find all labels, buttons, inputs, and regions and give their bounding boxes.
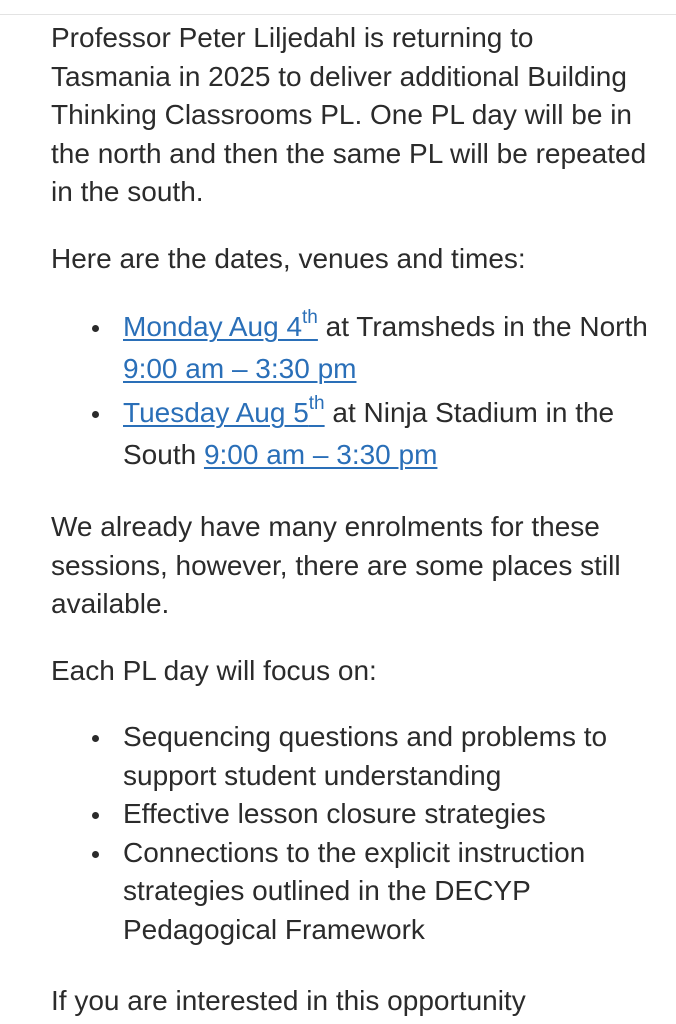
session-venue-tuesday: at Ninja Stadium in the South xyxy=(123,397,615,470)
session-date-tuesday: Tuesday Aug 5 xyxy=(123,397,309,428)
intro-paragraph: Professor Peter Liljedahl is returning to Tasmania in 2025 to deliver additional Building Thinking Classrooms PL. One PL day will be in the north and then the same PL will be repeated in the south. xyxy=(51,22,647,207)
dates-intro: Here are the dates, venues and times: xyxy=(51,242,526,274)
session-date-link-tuesday[interactable] xyxy=(123,392,325,428)
session-date-link-monday[interactable] xyxy=(123,306,318,342)
session-time-link-tuesday[interactable]: 9:00 am – 3:30 pm xyxy=(203,438,438,470)
top-divider xyxy=(0,14,676,15)
session-time-link-monday[interactable]: 9:00 am – 3:30 pm xyxy=(123,352,357,384)
focus-list xyxy=(51,718,651,949)
session-venue-monday: at Tramsheds in the North xyxy=(317,311,648,342)
session-item-tuesday xyxy=(123,392,651,475)
session-item-monday xyxy=(123,306,651,389)
closing-paragraph: If you are interested in this opportunity xyxy=(51,985,526,1016)
date-suffix: th xyxy=(308,392,325,414)
focus-intro: Each PL day will focus on: xyxy=(51,654,377,686)
session-date-monday: Monday Aug 4 xyxy=(123,311,303,342)
enrolments-paragraph: We already have many enrolments for these sessions, however, there are some places still available. xyxy=(51,511,621,619)
date-suffix: th xyxy=(302,306,318,328)
focus-item: Connections to the explicit instruction strategies outlined in the DECYP Pedagogical Framework xyxy=(123,834,651,950)
email-body xyxy=(51,19,651,1021)
focus-item: Sequencing questions and problems to support student understanding xyxy=(123,718,651,795)
session-list xyxy=(51,306,651,475)
focus-item: Effective lesson closure strategies xyxy=(123,795,651,834)
